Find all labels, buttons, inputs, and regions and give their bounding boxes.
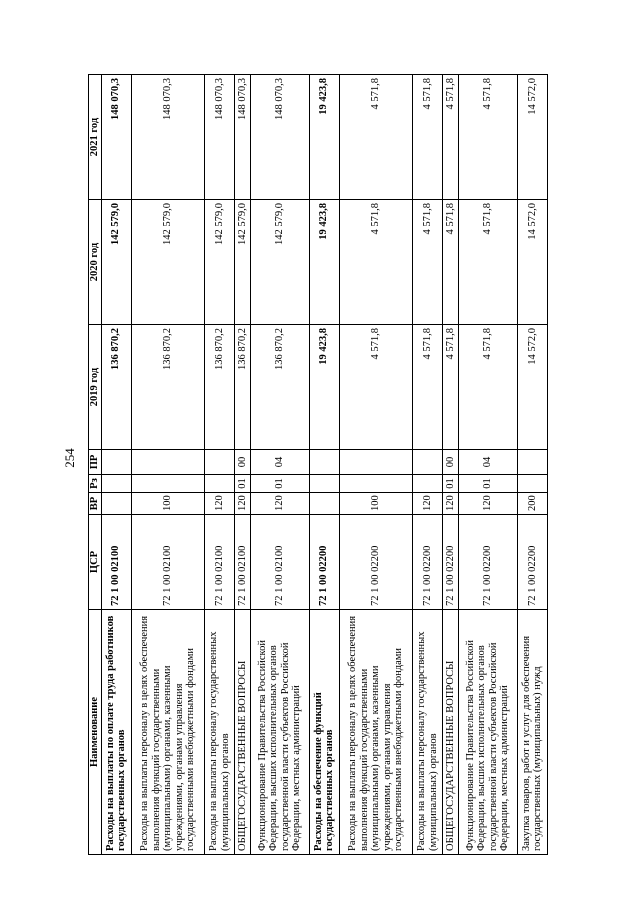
- cell-vr: [309, 493, 339, 515]
- cell-name: Функционирование Правительства Российской Федерации, высших исполнительных органов государственной власти субъектов Российской Федерации, местных администраций: [458, 610, 517, 855]
- cell-vr: 120: [458, 493, 517, 515]
- cell-2020: 142 579,0: [131, 200, 204, 325]
- cell-rz: 01: [235, 475, 251, 493]
- cell-csr: 72 1 00 02200: [517, 515, 547, 610]
- cell-csr: 72 1 00 02100: [131, 515, 204, 610]
- cell-pr: [131, 450, 204, 475]
- cell-pr: 04: [458, 450, 517, 475]
- table-header-row: [89, 75, 102, 855]
- table-row: [101, 75, 131, 855]
- cell-2020: 4 571,8: [443, 200, 459, 325]
- cell-2020: 142 579,0: [204, 200, 234, 325]
- cell-pr: 04: [250, 450, 309, 475]
- cell-2021: 4 571,8: [458, 75, 517, 200]
- cell-name: ОБЩЕГОСУДАРСТВЕННЫЕ ВОПРОСЫ: [235, 610, 251, 855]
- cell-vr: 120: [250, 493, 309, 515]
- cell-pr: [517, 450, 547, 475]
- cell-2021: 4 571,8: [413, 75, 443, 200]
- cell-vr: 100: [131, 493, 204, 515]
- cell-name: Закупка товаров, работ и услуг для обеспечения государственных (муниципальных) нужд: [517, 610, 547, 855]
- cell-2020: 4 571,8: [458, 200, 517, 325]
- cell-vr: 100: [339, 493, 412, 515]
- table-row: [204, 75, 234, 855]
- table-row: [131, 75, 204, 855]
- header-pr: ПР: [89, 450, 102, 475]
- cell-2019: 136 870,2: [101, 325, 131, 450]
- header-vr: ВР: [89, 493, 102, 515]
- cell-2020: 142 579,0: [101, 200, 131, 325]
- table-row: [413, 75, 443, 855]
- cell-csr: 72 1 00 02200: [339, 515, 412, 610]
- cell-vr: 120: [413, 493, 443, 515]
- cell-2021: 148 070,3: [250, 75, 309, 200]
- cell-2021: 14 572,0: [517, 75, 547, 200]
- cell-csr: 72 1 00 02200: [443, 515, 459, 610]
- cell-pr: [101, 450, 131, 475]
- cell-name: ОБЩЕГОСУДАРСТВЕННЫЕ ВОПРОСЫ: [443, 610, 459, 855]
- cell-pr: [339, 450, 412, 475]
- table-row: [443, 75, 459, 855]
- cell-csr: 72 1 00 02200: [309, 515, 339, 610]
- cell-2021: 148 070,3: [204, 75, 234, 200]
- cell-name: Расходы на обеспечение функций государственных органов: [309, 610, 339, 855]
- header-2019: 2019 год: [89, 325, 102, 450]
- cell-name: Расходы на выплаты персоналу государственных (муниципальных) органов: [413, 610, 443, 855]
- cell-2021: 4 571,8: [443, 75, 459, 200]
- cell-pr: 00: [443, 450, 459, 475]
- cell-2020: 142 579,0: [235, 200, 251, 325]
- table-row: [339, 75, 412, 855]
- cell-csr: 72 1 00 02200: [458, 515, 517, 610]
- cell-rz: 01: [250, 475, 309, 493]
- cell-2021: 148 070,3: [101, 75, 131, 200]
- cell-2019: 4 571,8: [443, 325, 459, 450]
- table-row: [250, 75, 309, 855]
- cell-2020: 14 572,0: [517, 200, 547, 325]
- cell-rz: 01: [443, 475, 459, 493]
- header-name: Наименование: [89, 610, 102, 855]
- cell-vr: 120: [443, 493, 459, 515]
- budget-table: [88, 74, 548, 855]
- page-number: 254: [62, 448, 77, 468]
- cell-2019: 4 571,8: [339, 325, 412, 450]
- cell-csr: 72 1 00 02100: [101, 515, 131, 610]
- cell-2019: 19 423,8: [309, 325, 339, 450]
- cell-pr: 00: [235, 450, 251, 475]
- cell-name: Расходы на выплаты персоналу в целях обеспечения выполнения функций государственными (муниципальными) органами, казенными учреждениями, органами управления государственными внебюджетными фондами: [339, 610, 412, 855]
- cell-2020: 4 571,8: [413, 200, 443, 325]
- cell-rz: [413, 475, 443, 493]
- cell-pr: [309, 450, 339, 475]
- cell-csr: 72 1 00 02200: [413, 515, 443, 610]
- header-2020: 2020 год: [89, 200, 102, 325]
- cell-2021: 19 423,8: [309, 75, 339, 200]
- cell-2019: 4 571,8: [458, 325, 517, 450]
- cell-pr: [413, 450, 443, 475]
- cell-2021: 148 070,3: [131, 75, 204, 200]
- cell-csr: 72 1 00 02100: [235, 515, 251, 610]
- cell-vr: 200: [517, 493, 547, 515]
- header-2021: 2021 год: [89, 75, 102, 200]
- cell-2021: 4 571,8: [339, 75, 412, 200]
- rotated-table-container: [88, 75, 548, 855]
- cell-2019: 136 870,2: [131, 325, 204, 450]
- cell-rz: [131, 475, 204, 493]
- cell-2020: 4 571,8: [339, 200, 412, 325]
- cell-2019: 136 870,2: [235, 325, 251, 450]
- cell-2019: 136 870,2: [204, 325, 234, 450]
- cell-pr: [204, 450, 234, 475]
- cell-2019: 14 572,0: [517, 325, 547, 450]
- cell-2019: 136 870,2: [250, 325, 309, 450]
- cell-2021: 148 070,3: [235, 75, 251, 200]
- cell-rz: [517, 475, 547, 493]
- cell-vr: 120: [235, 493, 251, 515]
- cell-rz: 01: [458, 475, 517, 493]
- table-row: [458, 75, 517, 855]
- cell-2020: 142 579,0: [250, 200, 309, 325]
- cell-csr: 72 1 00 02100: [250, 515, 309, 610]
- cell-name: Расходы на выплаты персоналу государственных (муниципальных) органов: [204, 610, 234, 855]
- cell-rz: [309, 475, 339, 493]
- cell-rz: [339, 475, 412, 493]
- cell-vr: [101, 493, 131, 515]
- cell-name: Расходы на выплаты по оплате труда работников государственных органов: [101, 610, 131, 855]
- table-row: [235, 75, 251, 855]
- cell-rz: [101, 475, 131, 493]
- header-rz: Рз: [89, 475, 102, 493]
- cell-csr: 72 1 00 02100: [204, 515, 234, 610]
- cell-rz: [204, 475, 234, 493]
- table-row: [517, 75, 547, 855]
- cell-2020: 19 423,8: [309, 200, 339, 325]
- header-csr: ЦСР: [89, 515, 102, 610]
- cell-name: Расходы на выплаты персоналу в целях обеспечения выполнения функций государственными (муниципальными) органами, казенными учреждениями, органами управления государственными внебюджетными фондами: [131, 610, 204, 855]
- cell-name: Функционирование Правительства Российской Федерации, высших исполнительных органов государственной власти субъектов Российской Федерации, местных администраций: [250, 610, 309, 855]
- cell-vr: 120: [204, 493, 234, 515]
- table-row: [309, 75, 339, 855]
- cell-2019: 4 571,8: [413, 325, 443, 450]
